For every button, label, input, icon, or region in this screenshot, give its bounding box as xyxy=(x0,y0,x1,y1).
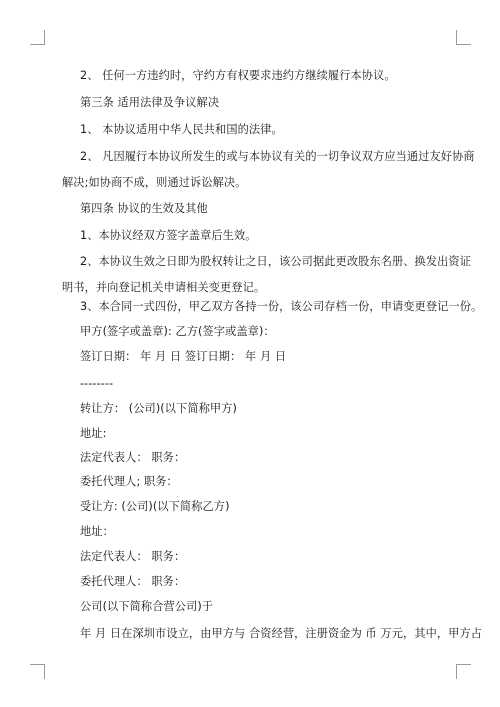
article-4-heading: 第四条 协议的生效及其他 xyxy=(80,202,208,215)
article-3-clause-2-cont: 解决;如协商不成，则通过诉讼解决。 xyxy=(62,176,247,189)
clause-2-breach: 2、 任何一方违约时，守约方有权要求违约方继续履行本协议。 xyxy=(80,69,396,82)
crop-mark-bottom-right xyxy=(456,664,471,679)
article-4-clause-1: 1、本协议经双方签字盖章后生效。 xyxy=(80,229,257,242)
article-4-clause-2-cont: 明书，并向登记机关申请相关变更登记。 xyxy=(62,281,266,294)
transferor-line: 转让方： (公司)(以下简称甲方) xyxy=(80,402,237,415)
party-signature-line: 甲方(签字或盖章): 乙方(签字或盖章)： xyxy=(80,325,275,338)
crop-mark-top-right xyxy=(456,30,471,45)
article-3-heading: 第三条 适用法律及争议解决 xyxy=(80,96,220,109)
article-3-clause-1: 1、 本协议适用中华人民共和国的法律。 xyxy=(80,123,283,136)
transferor-legal-rep: 法定代表人： 职务： xyxy=(80,451,186,464)
transferee-line: 受让方: (公司)(以下简称乙方) xyxy=(80,500,230,513)
transferor-agent: 委托代理人; 职务： xyxy=(80,475,178,488)
joint-venture-details: 年 月 日在深圳市设立，由甲方与 合资经营，注册资金为 币 万元，其中，甲方占 xyxy=(80,627,483,640)
signing-date-line: 签订日期： 年 月 日 签订日期： 年 月 日 xyxy=(80,350,287,363)
article-3-clause-2: 2、 凡因履行本协议所发生的或与本协议有关的一切争议双方应当通过友好协商 xyxy=(80,150,475,163)
crop-mark-bottom-left xyxy=(30,664,45,679)
transferee-address: 地址： xyxy=(80,525,114,538)
article-4-clause-2: 2、本协议生效之日即为股权转让之日，该公司据此更改股东名册、换发出资证 xyxy=(80,255,471,268)
transferor-address: 地址: xyxy=(80,427,107,440)
separator-dashes: -------- xyxy=(80,377,114,390)
crop-mark-top-left xyxy=(30,30,45,45)
article-4-clause-3: 3、本合同一式四份，甲乙双方各持一份，该公司存档一份，申请变更登记一份。 xyxy=(80,300,483,313)
joint-venture-intro: 公司(以下简称合营公司)于 xyxy=(80,600,214,613)
transferee-agent: 委托代理人： 职务： xyxy=(80,575,186,588)
transferee-legal-rep: 法定代表人： 职务： xyxy=(80,550,186,563)
